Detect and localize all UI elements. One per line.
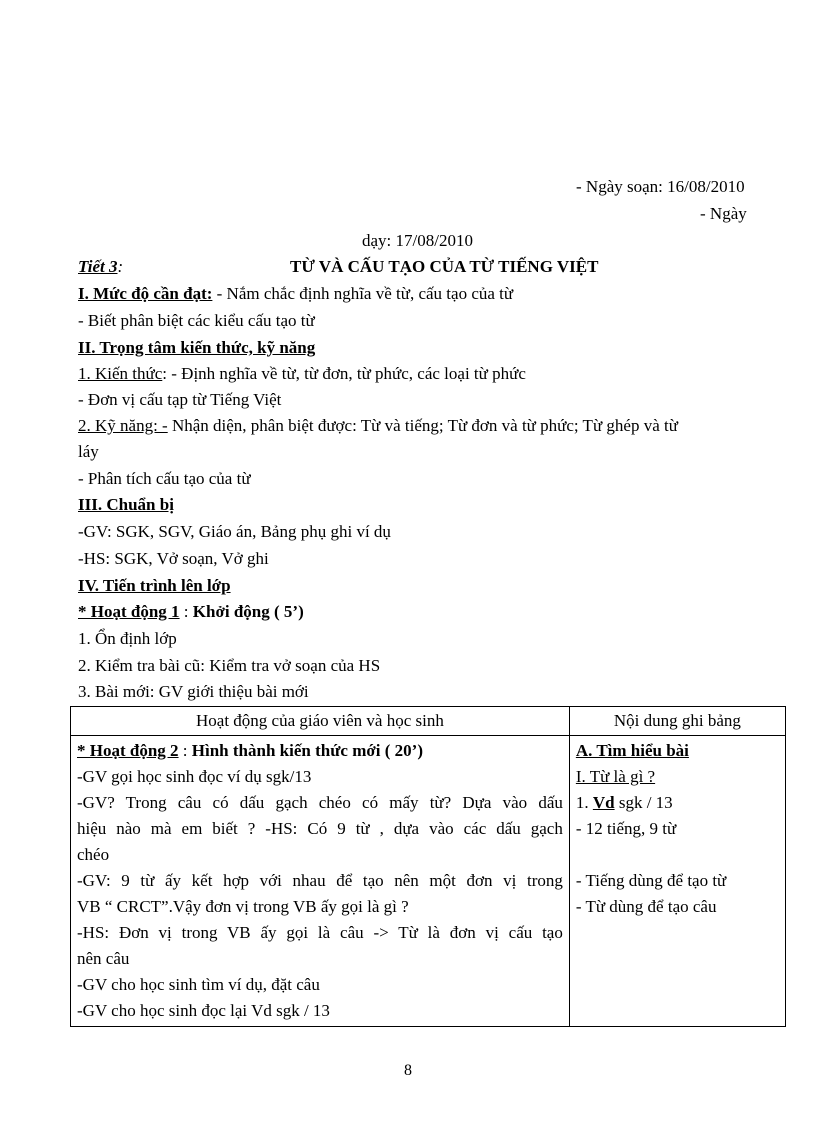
- board-line: - 12 tiếng, 9 từ: [575, 819, 677, 838]
- table-header-row: [71, 707, 786, 736]
- board-line: - Từ dùng để tạo câu: [575, 897, 717, 916]
- table-row: [71, 736, 786, 1027]
- date-prepared: - Ngày soạn: 16/08/2010: [576, 177, 745, 196]
- section-4-heading: IV. Tiến trình lên lớp: [78, 576, 231, 595]
- board-example-suffix: sgk / 13: [614, 793, 673, 812]
- activity-line: VB “ CRCT”.Vậy đơn vị trong VB ấy gọi là gì ?: [77, 897, 409, 916]
- activity-line: -GV cho học sinh tìm ví dụ, đặt câu: [77, 975, 320, 994]
- section-1-line2: - Biết phân biệt các kiểu cấu tạo từ: [78, 311, 315, 330]
- skills-label: 2. Kỹ năng: -: [78, 416, 168, 435]
- period-label: Tiết 3: [78, 257, 118, 276]
- activity-line: -GV cho học sinh đọc lại Vd sgk / 13: [77, 1001, 330, 1020]
- period-line: [78, 256, 123, 278]
- date-taught-prefix: - Ngày: [700, 204, 747, 223]
- date-taught: dạy: 17/08/2010: [362, 231, 473, 250]
- activity-line: -GV: 9 từ ấy kết hợp với nhau để tạo nên một đơn vị trong: [77, 871, 563, 890]
- skills-line: [78, 415, 678, 437]
- section-3-heading: III. Chuẩn bị: [78, 495, 174, 514]
- activity-1-line: [78, 601, 304, 623]
- section-1-text: - Nắm chắc định nghĩa về từ, cấu tạo của từ: [212, 284, 514, 303]
- knowledge-line: [78, 363, 526, 385]
- knowledge-text: : - Định nghĩa về từ, từ đơn, từ phức, các loại từ phức: [162, 364, 526, 383]
- board-subheading: I. Từ là gì ?: [575, 767, 656, 786]
- activity-2-sep: :: [178, 741, 192, 760]
- activities-cell: [71, 736, 570, 1027]
- lesson-title: TỪ VÀ CẤU TẠO CỦA TỪ TIẾNG VIỆT: [290, 257, 599, 276]
- header-board-content: Nội dung ghi bảng: [569, 707, 785, 736]
- period-colon: :: [117, 257, 124, 276]
- activity-1-step-3: 3. Bài mới: GV giới thiệu bài mới: [78, 682, 309, 701]
- skills-continuation: láy: [78, 442, 99, 461]
- activity-1-title: Khởi động ( 5’): [192, 602, 304, 621]
- board-line: - Tiếng dùng để tạo từ: [575, 871, 727, 890]
- knowledge-line2: - Đơn vị cấu tạp từ Tiếng Việt: [78, 390, 282, 409]
- board-example-vd: Vd: [592, 793, 615, 812]
- activity-2-title: Hình thành kiến thức mới ( 20’): [191, 741, 423, 760]
- activity-2-label: * Hoạt động 2: [77, 741, 179, 760]
- activity-1-sep: :: [179, 602, 193, 621]
- section-1-line: [78, 283, 513, 305]
- activity-line: nên câu: [77, 949, 130, 968]
- activity-1-label: * Hoạt động 1: [78, 602, 180, 621]
- activity-line: -GV gọi học sinh đọc ví dụ sgk/13: [77, 767, 312, 786]
- activity-line: -HS: Đơn vị trong VB ấy gọi là câu -> Từ là đơn vị cấu tạo: [77, 923, 563, 942]
- activity-line: -GV? Trong câu có dấu gạch chéo có mấy từ? Dựa vào dấu: [77, 793, 563, 812]
- board-example-line: [576, 790, 779, 816]
- section-2-heading: II. Trọng tâm kiến thức, kỹ năng: [78, 338, 316, 357]
- header-teacher-student-activities: Hoạt động của giáo viên và học sinh: [71, 707, 570, 736]
- board-spacer: [576, 842, 779, 868]
- skills-line2: - Phân tích cấu tạo của từ: [78, 469, 251, 488]
- prep-teacher: -GV: SGK, SGV, Giáo án, Bảng phụ ghi ví dụ: [78, 522, 391, 541]
- activity-1-step-2: 2. Kiểm tra bài cũ: Kiểm tra vở soạn của HS: [78, 656, 381, 675]
- skills-text: Nhận diện, phân biệt được: Từ và tiếng; Từ đơn và từ phức; Từ ghép và từ: [167, 416, 678, 435]
- activity-2-line: [77, 738, 563, 764]
- section-1-heading: I. Mức độ cần đạt:: [78, 284, 213, 303]
- prep-students: -HS: SGK, Vở soạn, Vở ghi: [78, 549, 269, 568]
- board-heading: A. Tìm hiểu bài: [575, 741, 689, 760]
- knowledge-label: 1. Kiến thức: [78, 364, 163, 383]
- activity-line: chéo: [77, 845, 110, 864]
- board-example-prefix: 1.: [575, 793, 593, 812]
- activity-line: hiệu nào mà em biết ? -HS: Có 9 từ , dựa vào các dấu gạch: [77, 819, 563, 838]
- board-content-cell: [569, 736, 785, 1027]
- lesson-plan-table: [70, 706, 786, 1027]
- activity-1-step-1: 1. Ổn định lớp: [78, 629, 177, 648]
- page-number: 8: [404, 1062, 412, 1079]
